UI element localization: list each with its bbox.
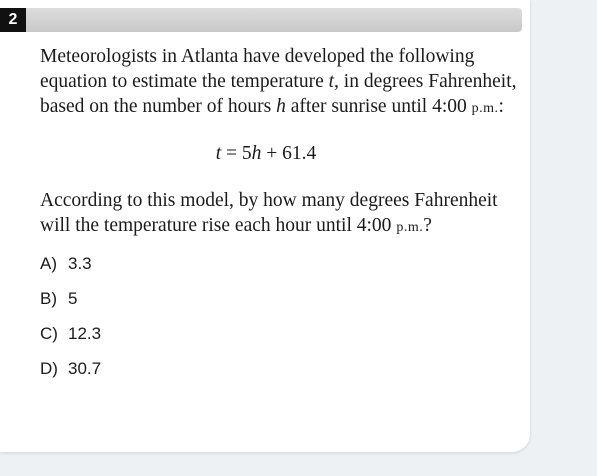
equation-equals: = [226, 143, 238, 164]
choice-text: 5 [68, 289, 78, 308]
choice-letter: D) [40, 359, 58, 378]
choice-text: 30.7 [68, 359, 102, 378]
equation-coefficient: 5 [241, 143, 252, 164]
stem-variable-h: h [276, 96, 286, 117]
equation [40, 141, 522, 166]
question-stem [40, 44, 522, 121]
prompt-text-2: ? [423, 215, 432, 236]
prompt-pm: p.m. [396, 220, 424, 235]
choice-c[interactable] [40, 316, 522, 351]
question-content [40, 44, 522, 386]
choice-a[interactable] [40, 246, 522, 281]
prompt-text-1: According to this model, by how many degrees Fahrenheit will the temperature rise each hour until 4:00 [40, 190, 498, 236]
choice-letter: B) [40, 289, 57, 308]
question-header-bar [26, 8, 522, 32]
choice-letter: C) [40, 324, 58, 343]
stem-text-4: : [498, 96, 504, 117]
choice-d[interactable] [40, 351, 522, 386]
question-number: 2 [0, 8, 26, 32]
stem-text-2: , in degrees Fahrenheit, based on the number of hours [40, 71, 517, 117]
equation-lhs: t [215, 143, 222, 164]
choice-text: 12.3 [68, 324, 102, 343]
choice-text: 3.3 [68, 254, 92, 273]
choice-letter: A) [40, 254, 57, 273]
equation-variable: h [251, 143, 262, 164]
equation-constant: 61.4 [282, 143, 317, 164]
answer-choices [40, 246, 522, 386]
stem-text-1: Meteorologists in Atlanta have developed the following equation to estimate the temperature [40, 46, 475, 92]
stem-variable-t: t [328, 71, 335, 92]
stem-pm: p.m. [471, 101, 499, 116]
choice-b[interactable] [40, 281, 522, 316]
question-prompt [40, 188, 522, 240]
stem-text-3: after sunrise until 4:00 [285, 96, 472, 117]
equation-plus: + [266, 143, 278, 164]
